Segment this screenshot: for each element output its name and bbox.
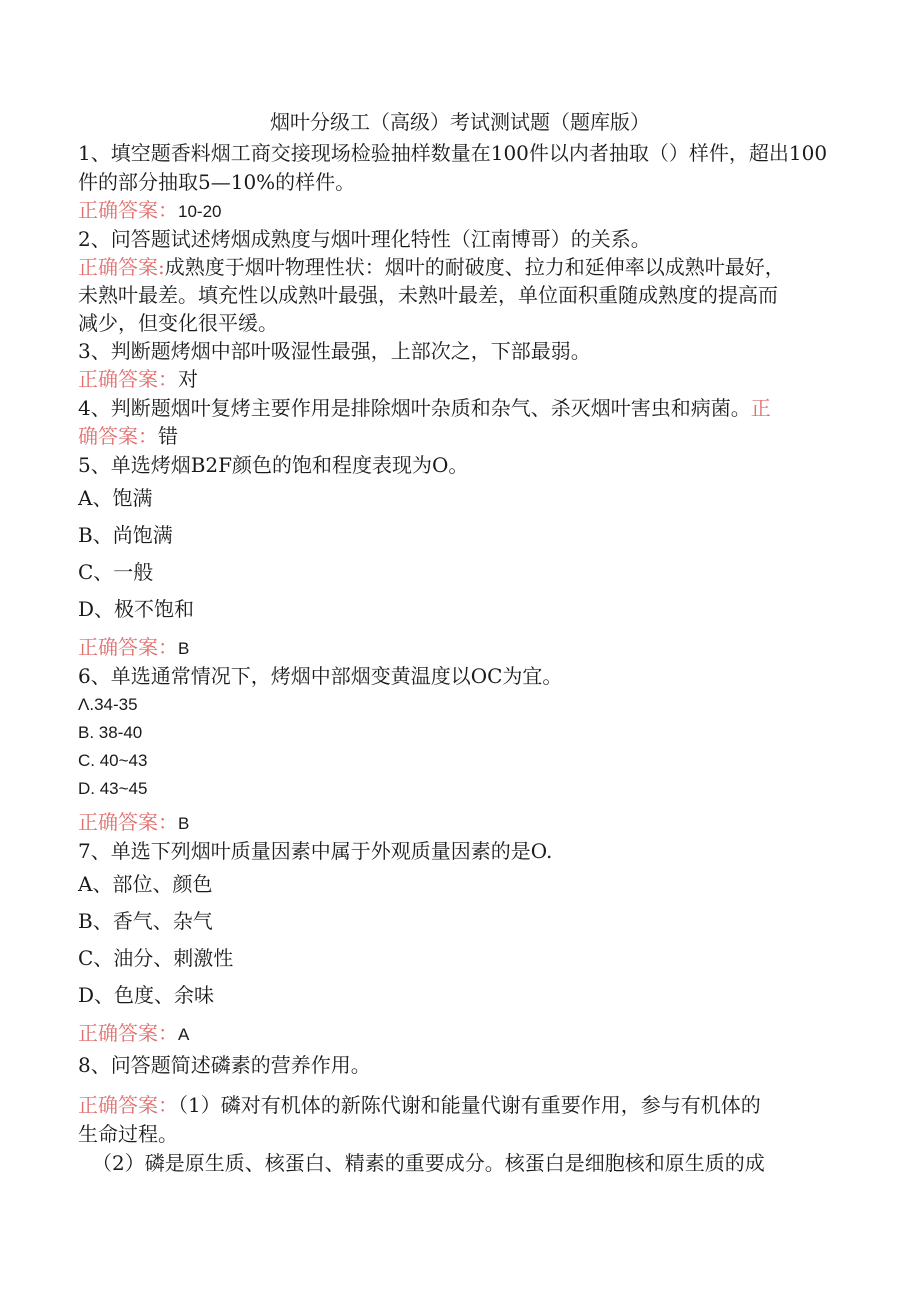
q6-question: 6、单选通常情况下，烤烟中部烟变黄温度以OC为宜。 bbox=[78, 664, 563, 688]
q3-question: 3、判断题烤烟中部叶吸湿性最强，上部次之，下部最弱。 bbox=[78, 339, 591, 363]
q2-answer-line2: 未熟叶最差。填充性以成熟叶最强，未熟叶最差，单位面积重随成熟度的提高而 bbox=[78, 283, 778, 307]
q3-answer: 对 bbox=[178, 367, 198, 391]
answer-label-part2: 确答案： bbox=[78, 424, 158, 448]
q8-answer-line3: （2）磷是原生质、核蛋白、精素的重要成分。核蛋白是细胞核和原生质的成 bbox=[92, 1151, 765, 1175]
q8-answer-line2: 生命过程。 bbox=[78, 1122, 178, 1146]
q7-option-c: C、油分、刺激性 bbox=[78, 946, 234, 970]
q2-answer-line1: 成熟度于烟叶物理性状：烟叶的耐破度、拉力和延伸率以成熟叶最好， bbox=[164, 255, 785, 279]
answer-label: 正确答案： bbox=[78, 1021, 178, 1045]
q7-question: 7、单选下列烟叶质量因素中属于外观质量因素的是O. bbox=[78, 839, 553, 863]
q2-question: 2、问答题试述烤烟成熟度与烟叶理化特性（江南博哥）的关系。 bbox=[78, 227, 651, 251]
q7-option-d: D、色度、余味 bbox=[78, 983, 215, 1007]
answer-label: 正确答案: bbox=[78, 255, 165, 279]
answer-label: 正确答案： bbox=[78, 635, 178, 659]
q6-option-b: B. 38-40 bbox=[78, 723, 143, 742]
q5-option-c: C、一般 bbox=[78, 560, 154, 584]
q8-question: 8、问答题简述磷素的营养作用。 bbox=[78, 1053, 371, 1077]
q1-line1: 1、填空题香料烟工商交接现场检验抽样数量在100件以内者抽取（）样件，超出100 bbox=[78, 141, 828, 165]
q5-option-b: B、尚饱满 bbox=[78, 523, 173, 547]
q4-question: 4、判断题烟叶复烤主要作用是排除烟叶杂质和杂气、杀灭烟叶害虫和病菌。 bbox=[78, 396, 751, 420]
q7-answer: A bbox=[178, 1025, 190, 1044]
q6-option-d: D. 43~45 bbox=[78, 779, 148, 798]
q5-question: 5、单选烤烟B2F颜色的饱和程度表现为O。 bbox=[78, 453, 469, 477]
q5-answer: B bbox=[178, 639, 190, 658]
q7-option-b: B、香气、杂气 bbox=[78, 909, 213, 933]
q3-answer-row bbox=[78, 365, 198, 393]
answer-label-part1: 正 bbox=[750, 396, 771, 420]
q4-answer-row bbox=[78, 422, 178, 450]
q1-line2: 件的部分抽取5—10%的样件。 bbox=[78, 170, 356, 194]
q4-question-row bbox=[78, 394, 771, 422]
q2-answer-row bbox=[78, 253, 785, 281]
q5-answer-row bbox=[78, 633, 189, 663]
q8-answer-line1: （1）磷对有机体的新陈代谢和能量代谢有重要作用，参与有机体的 bbox=[178, 1093, 761, 1117]
q6-option-a: Λ.34-35 bbox=[78, 695, 138, 714]
answer-label: 正确答案： bbox=[78, 1093, 178, 1117]
q8-answer-row bbox=[78, 1091, 761, 1119]
q7-answer-row bbox=[78, 1019, 189, 1049]
q4-answer: 错 bbox=[158, 424, 178, 448]
q7-option-a: A、部位、颜色 bbox=[78, 872, 213, 896]
q6-answer-row bbox=[78, 808, 189, 838]
document-title: 烟叶分级工（高级）考试测试题（题库版） bbox=[270, 110, 650, 134]
answer-label: 正确答案： bbox=[78, 367, 178, 391]
answer-label: 正确答案： bbox=[78, 810, 178, 834]
q2-answer-line3: 减少，但变化很平缓。 bbox=[78, 311, 278, 335]
q6-option-c: C. 40~43 bbox=[78, 751, 148, 770]
q5-option-d: D、极不饱和 bbox=[78, 597, 195, 621]
q1-answer: 10-20 bbox=[178, 202, 222, 221]
q5-option-a: A、饱满 bbox=[78, 486, 153, 510]
q6-answer: B bbox=[178, 814, 190, 833]
q1-answer-row bbox=[78, 196, 221, 226]
answer-label: 正确答案： bbox=[78, 198, 178, 222]
